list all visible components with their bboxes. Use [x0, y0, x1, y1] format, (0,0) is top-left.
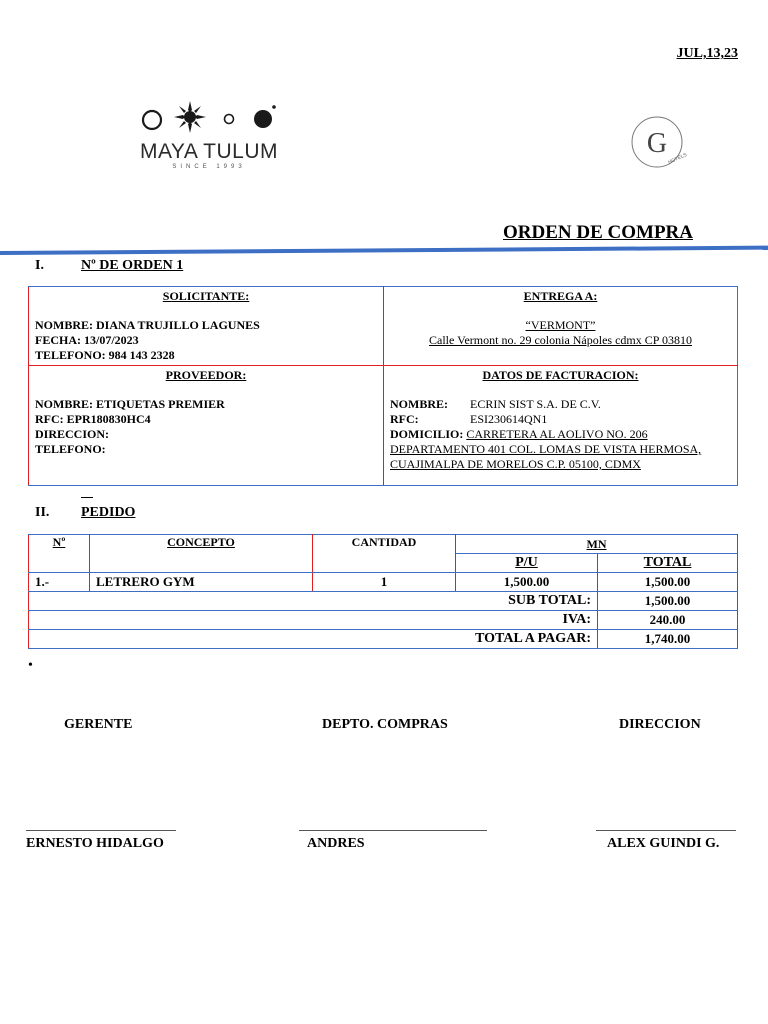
facturacion-domicilio-line1: CARRETERA AL AOLIVO NO. 206: [466, 427, 648, 441]
facturacion-rfc-value: ESI230614QN1: [470, 412, 548, 426]
proveedor-phone: TELEFONO:: [35, 442, 106, 456]
document-title: ORDEN DE COMPRA: [503, 222, 693, 243]
section-1-number: I.: [35, 258, 44, 273]
proveedor-name: NOMBRE: ETIQUETAS PREMIER: [35, 397, 225, 411]
total-row: [29, 630, 738, 649]
header-divider: [0, 246, 768, 255]
facturacion-domicilio-label: DOMICILIO:: [390, 427, 464, 441]
signature-role-gerente: GERENTE: [64, 717, 133, 732]
signature-line-2: [299, 830, 487, 831]
entrega-name: “VERMONT”: [525, 318, 596, 332]
signature-role-direccion: DIRECCION: [619, 717, 701, 732]
stray-underline: [81, 497, 93, 498]
solicitante-date: FECHA: 13/07/2023: [35, 333, 139, 347]
facturacion-nombre-label: NOMBRE:: [390, 397, 448, 411]
solicitante-cell: [29, 287, 384, 366]
logo-brand-name: MAYA TULUM: [139, 140, 279, 163]
item-cantidad: 1: [313, 573, 456, 592]
svg-text:G: G: [646, 128, 668, 159]
item-pu: 1,500.00: [456, 573, 598, 592]
order-items-table: [28, 534, 738, 649]
signature-line-1: [26, 830, 176, 831]
col-header-pu: P/U: [456, 554, 598, 573]
facturacion-domicilio-line2: DEPARTAMENTO 401 COL. LOMAS DE VISTA HERMOSA,: [390, 442, 702, 456]
signature-name-1: ERNESTO HIDALGO: [26, 836, 164, 851]
entrega-heading: ENTREGA A:: [523, 289, 598, 303]
document-date: JUL,13,23: [676, 46, 738, 61]
entrega-address: Calle Vermont no. 29 colonia Nápoles cdmx CP 03810: [429, 333, 692, 347]
order-info-table: [28, 286, 738, 486]
facturacion-rfc-label: RFC:: [390, 412, 419, 426]
signature-line-3: [596, 830, 736, 831]
col-header-cantidad: CANTIDAD: [313, 535, 456, 573]
solicitante-name: NOMBRE: DIANA TRUJILLO LAGUNES: [35, 318, 260, 332]
col-header-total: TOTAL: [598, 554, 738, 573]
proveedor-address: DIRECCION:: [35, 427, 110, 441]
facturacion-nombre-value: ECRIN SIST S.A. DE C.V.: [470, 397, 601, 411]
iva-label: IVA:: [29, 611, 598, 630]
facturacion-domicilio-row: [390, 427, 731, 442]
signature-role-compras: DEPTO. COMPRAS: [322, 717, 448, 732]
solicitante-heading: SOLICITANTE:: [162, 289, 250, 303]
col-header-concepto: CONCEPTO: [90, 535, 313, 573]
proveedor-rfc: RFC: EPR180830HC4: [35, 412, 151, 426]
subtotal-row: [29, 592, 738, 611]
iva-value: 240.00: [598, 611, 738, 630]
subtotal-value: 1,500.00: [598, 592, 738, 611]
total-value: 1,740.00: [598, 630, 738, 649]
signature-name-3: ALEX GUINDI G.: [607, 836, 720, 851]
facturacion-nombre-row: [390, 397, 731, 412]
item-total: 1,500.00: [598, 573, 738, 592]
order-number-label: Nº DE ORDEN 1: [81, 258, 184, 273]
col-header-mn: MN: [456, 535, 738, 554]
signature-name-2: ANDRES: [307, 836, 365, 851]
total-label: TOTAL A PAGAR:: [29, 630, 598, 649]
svg-text:HOTELS: HOTELS: [667, 151, 688, 166]
logo-since-text: SINCE 1993: [172, 164, 246, 170]
entrega-cell: [384, 287, 738, 366]
facturacion-domicilio-line3: CUAJIMALPA DE MORELOS C.P. 05100, CDMX: [390, 457, 641, 471]
facturacion-cell: [384, 366, 738, 486]
facturacion-rfc-row: [390, 412, 731, 427]
iva-row: [29, 611, 738, 630]
solicitante-phone: TELEFONO: 984 143 2328: [35, 348, 175, 362]
pedido-label: PEDIDO: [81, 505, 136, 520]
bullet-mark: •: [28, 658, 33, 673]
facturacion-heading: DATOS DE FACTURACION:: [482, 368, 639, 382]
col-header-no: Nº: [29, 535, 90, 573]
section-2-number: II.: [35, 505, 50, 520]
proveedor-cell: [29, 366, 384, 486]
g-hotels-logo: [629, 114, 688, 170]
table-row: [29, 573, 738, 592]
subtotal-label: SUB TOTAL:: [29, 592, 598, 611]
item-concepto: LETRERO GYM: [90, 573, 313, 592]
item-no: 1.-: [29, 573, 90, 592]
proveedor-heading: PROVEEDOR:: [165, 368, 247, 382]
